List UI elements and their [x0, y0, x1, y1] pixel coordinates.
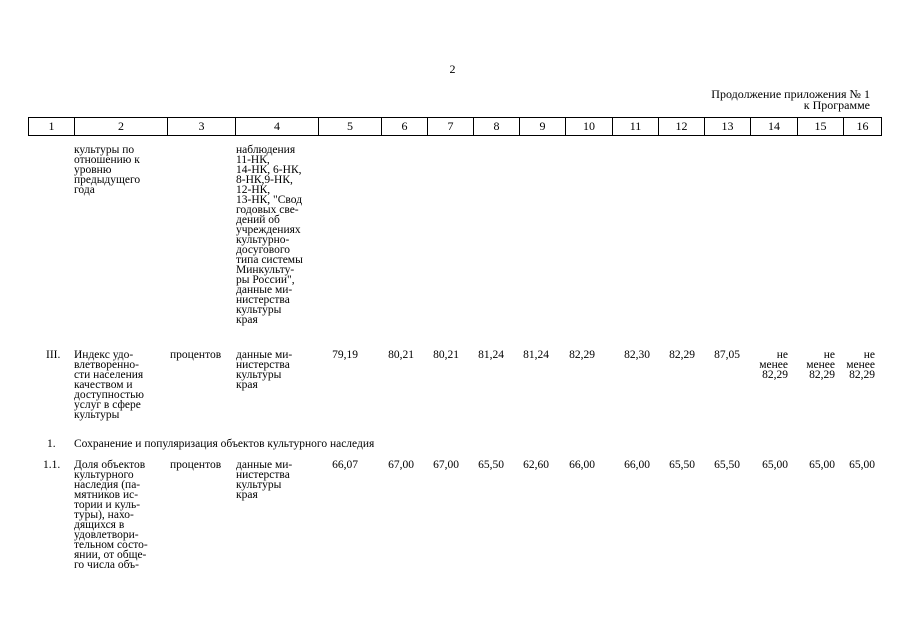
- section-1-number: 1.: [47, 438, 56, 450]
- col-header-11: 11: [613, 118, 659, 136]
- col-header-1: 1: [29, 118, 75, 136]
- row-1-1-value: 67,00: [433, 459, 459, 471]
- row-1-1-value: 65,00: [762, 459, 788, 471]
- continuation-line-1: Продолжение приложения № 1: [711, 87, 870, 101]
- row-III-value: 82,30: [624, 349, 650, 361]
- row-III-value: 81,24: [478, 349, 504, 361]
- row-1-1-number: 1.1.: [43, 459, 61, 471]
- row-1-1-value: 62,60: [523, 459, 549, 471]
- col-header-16: 16: [844, 118, 882, 136]
- row-1-1-value: 66,07: [332, 459, 358, 471]
- row-III-value: 82,29: [569, 349, 595, 361]
- row-III-value: 81,24: [523, 349, 549, 361]
- col-header-10: 10: [566, 118, 613, 136]
- row-III-value: 80,21: [388, 349, 414, 361]
- row-1-1-value: 65,50: [714, 459, 740, 471]
- col-header-5: 5: [319, 118, 382, 136]
- col-header-3: 3: [168, 118, 236, 136]
- carry-over-source: наблюдения 11-НК, 14-НК, 6-НК, 8-НК,9-НК, 12-НК, 13-НК, "Свод годовых све- дений об учреждениях культурно- досугового типа системы Минкульту- ры России", данные ми- нистерства культуры края: [236, 144, 303, 326]
- section-1-title: Сохранение и популяризация объектов культурного наследия: [74, 438, 375, 450]
- col-header-15: 15: [798, 118, 844, 136]
- row-1-1-value: 65,00: [849, 459, 875, 471]
- row-III-name: Индекс удо- влетворенно- сти населения качеством и доступностью услуг в сфере культуры: [74, 349, 144, 421]
- col-header-6: 6: [382, 118, 428, 136]
- row-1-1-name: Доля объектов культурного наследия (па- мятников ис- тории и куль- туры), нахо- дящихся в удовлетвори- тельном состо- янии, от обще- го числа объ-: [74, 459, 148, 571]
- row-III-number: III.: [46, 349, 61, 361]
- col-header-7: 7: [428, 118, 474, 136]
- col-header-12: 12: [659, 118, 705, 136]
- row-III-min-value: не менее 82,29: [759, 349, 788, 381]
- row-III-min-value: не менее 82,29: [806, 349, 835, 381]
- row-1-1-unit: процентов: [170, 459, 222, 471]
- row-1-1-value: 67,00: [388, 459, 414, 471]
- row-1-1-value: 65,00: [809, 459, 835, 471]
- col-header-4: 4: [236, 118, 319, 136]
- row-1-1-value: 66,00: [569, 459, 595, 471]
- continuation-note: [640, 89, 870, 111]
- row-III-value: 79,19: [332, 349, 358, 361]
- row-III-source: данные ми- нистерства культуры края: [236, 349, 293, 391]
- col-header-13: 13: [705, 118, 751, 136]
- column-header-row: [28, 117, 882, 136]
- col-header-14: 14: [751, 118, 798, 136]
- page-number: 2: [449, 62, 456, 76]
- row-III-unit: процентов: [170, 349, 222, 361]
- col-header-2: 2: [75, 118, 168, 136]
- col-header-8: 8: [474, 118, 520, 136]
- carry-over-name: культуры по отношению к уровню предыдущего года: [74, 144, 141, 196]
- row-III-value: 87,05: [714, 349, 740, 361]
- row-III-value: 82,29: [669, 349, 695, 361]
- row-1-1-value: 65,50: [478, 459, 504, 471]
- row-1-1-source: данные ми- нистерства культуры края: [236, 459, 293, 501]
- continuation-line-2: к Программе: [803, 98, 870, 112]
- col-header-9: 9: [520, 118, 566, 136]
- row-1-1-value: 65,50: [669, 459, 695, 471]
- row-III-min-value: не менее 82,29: [846, 349, 875, 381]
- row-III-value: 80,21: [433, 349, 459, 361]
- row-1-1-value: 66,00: [624, 459, 650, 471]
